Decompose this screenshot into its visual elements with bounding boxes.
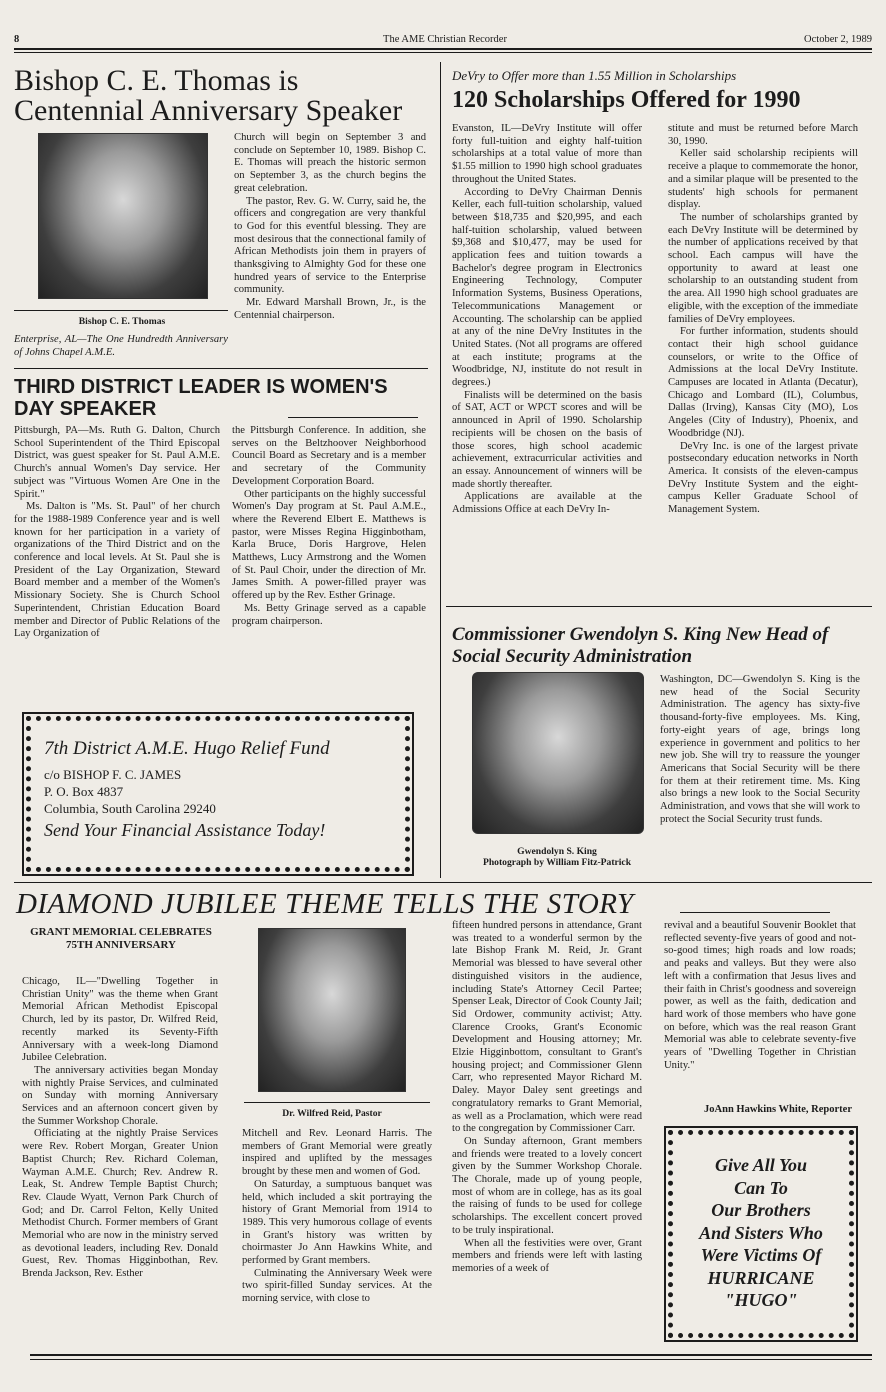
diamond-paragraph: Officiating at the nightly Praise Services were Rev. Robert Morgan, Greater Union Baptist Church; Rev. Richard Coleman, Wayman A.M.E. Church; Rev. Andrew R. Leak, St. Andrew Temple Baptist Church; Rev. Claude Wyatt, Vernon Park Church of God; and Dr. Carrol Felton, Kelly United Methodist Church. Former members of Grant Memorial who are now in the ministry served as devotional leaders, including Rev. Donald Guest, Rev. Thomas Higginbothan, Rev. Brenda Jackson, Rev. Esther xyxy=(22,1128,218,1280)
dalton-paragraph: Pittsburgh, PA—Ms. Ruth G. Dalton, Church School Superintendent of the Third Episcopal District, was guest speaker for St. Paul A.M.E. Church's annual Women's Day service. Her subject was "Virtuous Women Are One in the Spirit." xyxy=(14,425,220,500)
diamond-col3 xyxy=(452,920,642,1276)
masthead-rule-thin xyxy=(14,52,872,53)
diamond-subhead: GRANT MEMORIAL CELEBRATES 75TH ANNIVERSARY xyxy=(30,926,212,951)
diamond-paragraph: When all the festivities were over, Grant members and friends were left with lasting memories of a week of xyxy=(452,1237,642,1274)
section-rule xyxy=(446,606,872,607)
caption-rule xyxy=(14,310,228,311)
headline-underline xyxy=(680,912,830,913)
page-number: 8 xyxy=(14,34,20,45)
diamond-col1 xyxy=(22,976,218,1281)
wilfred-reid-photo xyxy=(258,928,406,1092)
dalton-headline: THIRD DISTRICT LEADER IS WOMEN'S DAY SPEAKER xyxy=(14,376,388,420)
thomas-photo-caption: Bishop C. E. Thomas xyxy=(78,316,166,327)
king-caption-line: Photograph by William Fitz-Patrick xyxy=(482,857,632,868)
relief-cta: Send Your Financial Assistance Today! xyxy=(44,820,326,840)
caption-rule xyxy=(244,1102,430,1103)
dalton-paragraph: Other participants on the highly successful Women's Day program at St. Paul A.M.E., where the Reverend Elbert E. Matthews is pastor, were Misses Regina Higginbotham, Karla Bruce, Doris Hargrove, Helen Matthews, Lucy Armstrong and the Women of St. Paul Choir, under the direction of Mr. James Smith. A power-filled prayer was offered up by the Rev. Esther Grinage. xyxy=(232,488,426,602)
relief-address-line: c/o BISHOP F. C. JAMES xyxy=(44,767,182,782)
headline-underline xyxy=(288,417,418,418)
devry-paragraph: The number of scholarships granted by each DeVry Institute will be determined by the number of applications received by that school. Each campus will have the opportunity to award at least one scholarship to an outstanding student from the area. All 1990 high school graduates are eligible, with the exception of the immediate families of DeVry employees. xyxy=(668,211,858,325)
devry-paragraph: Keller said scholarship recipients will receive a plaque to commemorate the honor, and a similar plaque will be presented to the students' high schools for permanent display. xyxy=(668,148,858,211)
masthead-rule xyxy=(14,48,872,50)
dalton-col1 xyxy=(14,425,220,641)
hugo-line: Give All You xyxy=(714,1155,807,1175)
diamond-byline: JoAnn Hawkins White, Reporter xyxy=(704,1104,852,1115)
hugo-line: And Sisters Who xyxy=(699,1222,823,1243)
bishop-thomas-photo xyxy=(38,133,208,299)
devry-paragraph: For further information, students should contact their high school guidance counselors, or write to the Office of Admissions at the local DeVry Institute. Campuses are located in Atlanta (Decatur), Chicago and Lombard (IL), Columbus, Dallas (Irving), Kansas City (MO), Los Angeles (City of Industry), Phoenix, and Woodbridge (NJ). xyxy=(668,326,858,439)
dalton-col2 xyxy=(232,425,426,628)
thomas-body xyxy=(234,132,426,323)
thomas-headline: Bishop C. E. Thomas is Centennial Anniversary Speaker xyxy=(14,64,403,127)
reid-photo-caption: Dr. Wilfred Reid, Pastor xyxy=(282,1108,382,1119)
diamond-paragraph: fifteen hundred persons in attendance, Grant was treated to a wonderful sermon by the late Bishop Frank M. Reid, Jr. Grant Memorial was blessed to have several other distinguished visitors in the audience, including State's Attorney Cecil Partee; Spenser Leak, Director of Cook County Jail; Sid Ordower, community activist; Atty. Clarence Crooks, Grant's Economic Development and Housing attorney; Mr. Elzie Higginbottom, consultant to Grant's housing project; and Commissioner Glenn Carr, who represented Mayor Richard M. Daley. Mayor Daley sent greetings and congratulatory remarks to Grant Memorial, as well as a Proclamation, which were read to the congregation by Commissioner Carr. xyxy=(452,920,642,1135)
diamond-col4 xyxy=(664,920,856,1072)
devry-paragraph: DeVry Inc. is one of the largest private postsecondary education networks in North America. It consists of the eleven-campus DeVry Institute System and the eight-campus Keller Graduate School of Management System. xyxy=(668,440,858,516)
thomas-paragraph: Mr. Edward Marshall Brown, Jr., is the Centennial chairperson. xyxy=(234,297,426,321)
devry-kicker: DeVry to Offer more than 1.55 Million in Scholarships xyxy=(452,68,737,83)
relief-address-line: Columbia, South Carolina 29240 xyxy=(44,801,216,816)
thomas-paragraph: Church will begin on September 3 and conclude on September 10, 1989. Bishop C. E. Thomas will preach the historic sermon on September 3, as the church begins the great celebration. xyxy=(234,132,426,194)
diamond-paragraph: Culminating the Anniversary Week were two spirit-filled Sunday services. At the morning service, with close to xyxy=(242,1267,432,1305)
devry-col2 xyxy=(668,123,858,517)
publication-name: The AME Christian Recorder xyxy=(383,34,507,45)
issue-date: October 2, 1989 xyxy=(804,34,872,45)
dalton-paragraph: Ms. Betty Grinage served as a capable program chairperson. xyxy=(232,602,426,627)
devry-col1 xyxy=(452,123,642,517)
devry-paragraph: According to DeVry Chairman Dennis Keller, each full-tuition scholarship, valued between $18,735 and $20,995, and each half-tuition scholarship, valued between $9,368 and $10,477, may be used for application fees and tuition towards a Bachelor's degree program in Electronics Engineering Technology, Computer Information Systems, Business Operations, Telecommunications Management or Accounting. The scholarship can be applied at any of the nine DeVry Institutes in the United States. (Not all programs are offered at each institute; programs at the Woodbridge, NJ, institute do not result in degrees.) xyxy=(452,186,642,389)
devry-paragraph: Applications are available at the Admissions Office at each DeVry In- xyxy=(452,491,642,516)
devry-headline: 120 Scholarships Offered for 1990 xyxy=(452,87,801,113)
hugo-appeal-text xyxy=(676,1154,846,1312)
relief-address xyxy=(44,766,216,817)
footer-rule-thin xyxy=(30,1359,872,1360)
diamond-paragraph: On Saturday, a sumptuous banquet was held, which included a skit portraying the history of Grant Memorial from 1914 to 1989. This very humorous collage of events in Grant's history was written by choirmaster Jo Ann Hawkins White, and performed by Grant members. xyxy=(242,1178,432,1267)
king-body: Washington, DC—Gwendolyn S. King is the new head of the Social Security Administration. The agency has sixty-five thousand-forty-five employees. Ms. King, forty-eight years of age, brings long experience in government and politics to her new job. She will try to reassure the younger Americans that Social Security will be there for them at their retirement time. Ms. King also brings a new look to the Social Security Administration, and vows that she will work to protect the Social Security trust funds. xyxy=(660,674,860,825)
hugo-line: "HUGO" xyxy=(724,1290,798,1310)
diamond-headline: DIAMOND JUBILEE THEME TELLS THE STORY xyxy=(16,888,634,920)
gwendolyn-king-photo xyxy=(472,672,644,834)
diamond-col2 xyxy=(242,1128,432,1306)
section-rule xyxy=(14,368,428,369)
devry-paragraph: Evanston, IL—DeVry Institute will offer forty full-tuition and eighty half-tuition scholarships at a total value of more than $1.55 million to 1990 high school graduates throughout the United States. xyxy=(452,123,642,185)
diamond-paragraph: The anniversary activities began Monday with nightly Praise Services, and culminated on Sunday with morning Anniversary Services and an afternoon concert given by the Summer Workshop Chorale. xyxy=(22,1064,218,1127)
diamond-paragraph: Mitchell and Rev. Leonard Harris. The members of Grant Memorial were greatly inspired and uplifted by the messages brought by these men and women of God. xyxy=(242,1128,432,1178)
hugo-line: HURRICANE xyxy=(707,1267,815,1288)
king-headline: Commissioner Gwendolyn S. King New Head of Social Security Administration xyxy=(452,624,829,667)
hugo-line: Can To xyxy=(734,1177,788,1198)
thomas-dateline: Enterprise, AL—The One Hundredth Anniversary of Johns Chapel A.M.E. xyxy=(14,334,228,358)
dalton-paragraph: Ms. Dalton is "Ms. St. Paul" of her church for the 1988-1989 Conference year and is well known for her participation in a variety of organizations of the Third District and on the conference and local levels. At St. Paul she is President of the Lay Organization, Steward Board member and a member of the Women's Missionary Society. She is Church School Superintendent, Christian Education Board member and Director of Public Relations of the Lay Organization of xyxy=(14,501,220,640)
diamond-paragraph: Chicago, IL—"Dwelling Together in Christian Unity" was the theme when Grant Memorial African Methodist Episcopal Church, led by its pastor, Dr. Wilfred Reid, recently marked its Seventy-Fifth Anniversary with a week-long Diamond Jubilee Celebration. xyxy=(22,976,218,1064)
king-photo-caption xyxy=(452,846,662,868)
section-rule xyxy=(14,882,872,883)
king-caption-line: Gwendolyn S. King xyxy=(517,846,597,857)
thomas-paragraph: The pastor, Rev. G. W. Curry, said he, the officers and congregation are very thankful to God for this eventful blessing. They are most desirous that the connectional family of African Methodists join them in prayers of thanksgiving to Almighty God for these one hundred years of service to the Enterprise community. xyxy=(234,195,426,296)
footer-rule xyxy=(30,1354,872,1356)
diamond-paragraph: On Sunday afternoon, Grant members and friends were treated to a lovely concert given by the Summer Workshop Chorale. The Chorale, made up of young people, most of whom are in college, has as its goal the raising of funds to be used for college scholarships. The excellent concert proved to be truly inspirational. xyxy=(452,1135,642,1236)
relief-title: 7th District A.M.E. Hugo Relief Fund xyxy=(44,738,330,759)
column-divider xyxy=(440,62,441,878)
dalton-paragraph: the Pittsburgh Conference. In addition, she serves on the Beltzhoover Neighborhood Council Board as Secretary and is a member and secretary of the Community Development Corporation Board. xyxy=(232,425,426,487)
devry-paragraph: stitute and must be returned before March 30, 1990. xyxy=(668,123,858,147)
hugo-line: Our Brothers xyxy=(711,1200,811,1220)
diamond-paragraph: revival and a beautiful Souvenir Booklet that reflected seventy-five years of good and not-so-good times; high roads and low roads; and peaks and valleys. But they were also left with a confirmation that Jesus lives and their faith in Christ's goodness and sovereign power, as well as the faith, dedication and hard work of those members who have gone on before, which was the real reason Grant Memorial was able to celebrate seventy-five years of "Dwelling Together in Christian Unity." xyxy=(664,920,856,1071)
hugo-line: Were Victims Of xyxy=(700,1245,822,1265)
devry-paragraph: Finalists will be determined on the basis of SAT, ACT or WPCT scores and will be announced in April of 1990. Scholarship recipients will be chosen on the basis of those scores, high school academic achievement, extracurricular activities and an essay. Announcement of winners will be made shortly thereafter. xyxy=(452,389,642,490)
relief-address-line: P. O. Box 4837 xyxy=(44,784,124,799)
